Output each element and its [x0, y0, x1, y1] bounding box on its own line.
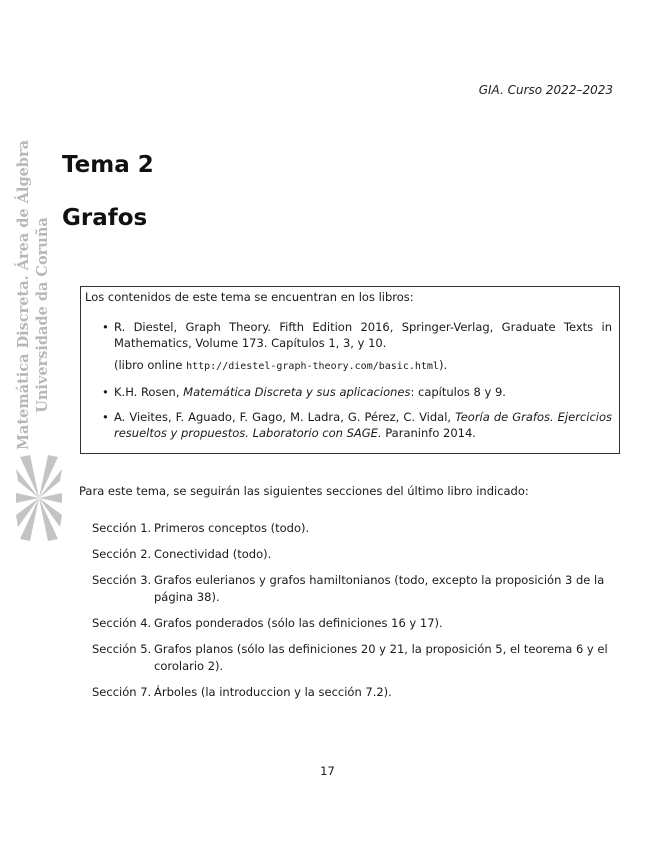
section-item: [92, 641, 612, 675]
section-text: Conectividad (todo).: [154, 547, 272, 561]
section-item: [92, 684, 612, 701]
online-book-link[interactable]: http://diestel-graph-theory.com/basic.html: [186, 361, 439, 372]
university-logo-icon: [16, 455, 62, 541]
sections-intro: Para este tema, se seguirán las siguientes secciones del último libro indicado:: [79, 484, 529, 498]
section-item: [92, 572, 612, 606]
section-item: [92, 520, 612, 537]
heading-tema: Tema 2: [62, 152, 154, 178]
section-number: Sección 1.: [92, 521, 152, 535]
page-number: 17: [320, 764, 335, 778]
sections-list: [92, 520, 612, 710]
section-item: [92, 546, 612, 563]
references-box: [80, 286, 620, 454]
reference-title: Teoría de Grafos. Ejercicios resueltos y propuestos. Laboratorio con SAGE.: [114, 410, 612, 440]
section-number: Sección 5.: [92, 642, 152, 656]
section-text: Primeros conceptos (todo).: [154, 521, 310, 535]
references-list: [102, 319, 612, 450]
references-intro: Los contenidos de este tema se encuentran en los libros:: [85, 290, 414, 304]
section-number: Sección 4.: [92, 616, 152, 630]
header-course: GIA. Curso 2022–2023: [478, 83, 613, 97]
section-text: Grafos eulerianos y grafos hamiltonianos (todo, excepto la proposición 3 de la página 38).: [154, 573, 605, 604]
reference-diestel: R. Diestel, Graph Theory. Fifth Edition 2016, Springer-Verlag, Graduate Texts in Mathematics, Volume 173. Capítulos 1, 3, y 10.: [114, 320, 612, 350]
reference-item: • K.H. Rosen, Matemática Discreta y sus aplicaciones: capítulos 8 y 9.: [102, 384, 612, 400]
section-text: Grafos ponderados (sólo las definiciones 16 y 17).: [154, 616, 443, 630]
section-number: Sección 7.: [92, 685, 152, 699]
section-number: Sección 2.: [92, 547, 152, 561]
section-text: Árboles (la introduccion y la sección 7.2).: [154, 685, 392, 699]
section-item: [92, 615, 612, 632]
heading-grafos: Grafos: [62, 205, 148, 231]
watermark-line-2: Universidade da Coruña: [34, 217, 51, 413]
reference-note: (libro online http://diestel-graph-theory.com/basic.html).: [114, 358, 448, 372]
section-number: Sección 3.: [92, 573, 152, 587]
reference-item: [102, 319, 612, 375]
watermark-line-1: Matemática Discreta. Área de Álgebra: [15, 140, 32, 450]
watermark-text: [14, 140, 52, 450]
section-text: Grafos planos (sólo las definiciones 20 y 21, la proposición 5, el teorema 6 y el corolario 2).: [154, 642, 608, 673]
reference-title: Matemática Discreta y sus aplicaciones: [183, 385, 411, 399]
reference-item: • A. Vieites, F. Aguado, F. Gago, M. Ladra, G. Pérez, C. Vidal, Teoría de Grafos. Ejercicios resueltos y propuestos. Laboratorio con SAGE. Paraninfo 2014.: [102, 409, 612, 441]
